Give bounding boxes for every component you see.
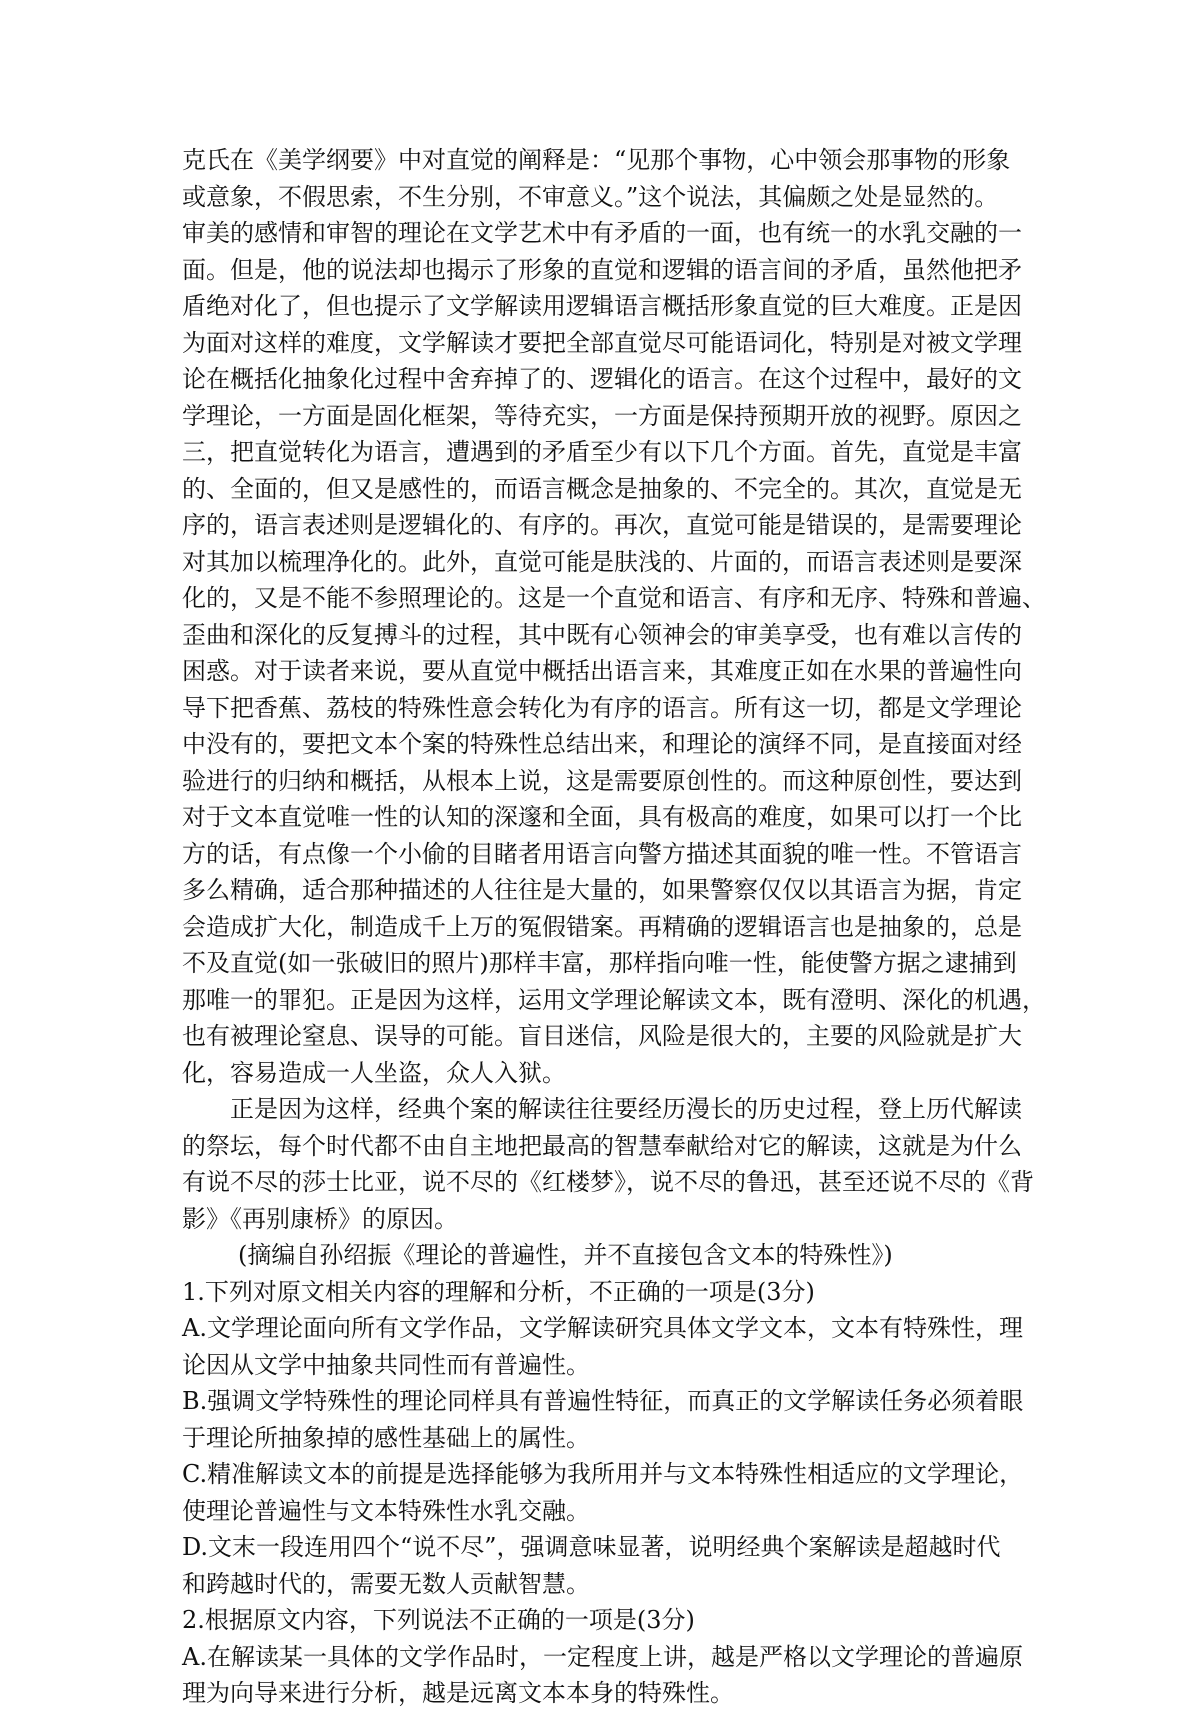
paragraph-line: 对其加以梳理净化的。此外，直觉可能是肤浅的、片面的，而语言表述则是要深 <box>182 547 1022 576</box>
option-line: 使理论普遍性与文本特殊性水乳交融。 <box>182 1496 590 1525</box>
option-line: D.文末一段连用四个“说不尽”，强调意味显著，说明经典个案解读是超越时代 <box>182 1533 1001 1561</box>
question-stem: 2.根据原文内容，下列说法不正确的一项是(3分) <box>182 1606 695 1634</box>
paragraph-line: 正是因为这样，经典个案的解读往往要经历漫长的历史过程，登上历代解读 <box>230 1095 1022 1123</box>
option-line: 和跨越时代的，需要无数人贡献智慧。 <box>182 1569 590 1598</box>
paragraph-line: 面。但是，他的说法却也揭示了形象的直觉和逻辑的语言间的矛盾，虽然他把矛 <box>182 255 1022 284</box>
paragraph-line: 化，容易造成一人坐盗，众人入狱。 <box>182 1058 566 1087</box>
paragraph-2 <box>182 1091 1034 1237</box>
question-option <box>182 1310 1023 1383</box>
paragraph-line: 歪曲和深化的反复搏斗的过程，其中既有心领神会的审美享受，也有难以言传的 <box>182 620 1022 649</box>
question-option <box>182 1529 1017 1602</box>
paragraph-line: 的、全面的，但又是感性的，而语言概念是抽象的、不完全的。其次，直觉是无 <box>182 474 1022 503</box>
paragraph-line: 化的，又是不能不参照理论的。这是一个直觉和语言、有序和无序、特殊和普遍、 <box>182 584 1046 612</box>
question-1 <box>182 1274 1024 1603</box>
questions-section <box>182 1274 1024 1712</box>
option-line: 于理论所抽象掉的感性基础上的属性。 <box>182 1423 590 1452</box>
paragraph-line: 多么精确，适合那种描述的人往往是大量的，如果警察仅仅以其语言为据，肯定 <box>182 876 1022 904</box>
paragraph-line: 序的，语言表述则是逻辑化的、有序的。再次，直觉可能是错误的，是需要理论 <box>182 511 1022 539</box>
option-line: A.在解读某一具体的文学作品时，一定程度上讲，越是严格以文学理论的普遍原 <box>182 1642 1023 1671</box>
paragraph-line: 为面对这样的难度，文学解读才要把全部直觉尽可能语词化，特别是对被文学理 <box>182 328 1022 357</box>
paragraph-line: 论在概括化抽象化过程中舍弃掉了的、逻辑化的语言。在这个过程中，最好的文 <box>182 365 1022 393</box>
paragraph-line: 的祭坛，每个时代都不由自主地把最高的智慧奉献给对它的解读，这就是为什么 <box>182 1131 1022 1160</box>
paragraph-line: 三，把直觉转化为语言，遭遇到的矛盾至少有以下几个方面。首先，直觉是丰富 <box>182 438 1022 466</box>
paragraph-1 <box>182 142 1046 1091</box>
paragraph-line: 也有被理论窒息、误导的可能。盲目迷信，风险是很大的，主要的风险就是扩大 <box>182 1022 1022 1050</box>
paragraph-line: 盾绝对化了，但也提示了文学解读用逻辑语言概括形象直觉的巨大难度。正是因 <box>182 292 1022 320</box>
option-line: 理为向导来进行分析，越是远离文本本身的特殊性。 <box>182 1679 734 1707</box>
paragraph-line: 导下把香蕉、荔枝的特殊性意会转化为有序的语言。所有这一切，都是文学理论 <box>182 693 1022 722</box>
paragraph-line: 或意象，不假思索，不生分别，不审意义。”这个说法，其偏颇之处是显然的。 <box>182 182 999 211</box>
question-option <box>182 1383 1024 1456</box>
option-line: C.精准解读文本的前提是选择能够为我所用并与文本特殊性相适应的文学理论， <box>182 1460 1024 1488</box>
source-citation: (摘编自孙绍振《理论的普遍性，并不直接包含文本的特殊性》) <box>238 1241 893 1269</box>
paragraph-line: 那唯一的罪犯。正是因为这样，运用文学理论解读文本，既有澄明、深化的机遇， <box>182 985 1046 1014</box>
paragraph-line: 影》《再别康桥》的原因。 <box>182 1204 458 1233</box>
question-option <box>182 1456 1024 1529</box>
option-line: B.强调文学特殊性的理论同样具有普遍性特征，而真正的文学解读任务必须着眼 <box>182 1387 1024 1415</box>
paragraph-line: 克氏在《美学纲要》中对直觉的阐释是：“见那个事物，心中领会那事物的形象 <box>182 146 1011 174</box>
paragraph-line: 方的话，有点像一个小偷的目睹者用语言向警方描述其面貌的唯一性。不管语言 <box>182 839 1022 868</box>
question-2 <box>182 1602 1023 1712</box>
paragraph-line: 中没有的，要把文本个案的特殊性总结出来，和理论的演绎不同，是直接面对经 <box>182 730 1022 758</box>
option-line: 论因从文学中抽象共同性而有普遍性。 <box>182 1350 590 1379</box>
question-option <box>182 1639 1023 1712</box>
paragraph-line: 审美的感情和审智的理论在文学艺术中有矛盾的一面，也有统一的水乳交融的一 <box>182 219 1022 247</box>
paragraph-line: 对于文本直觉唯一性的认知的深邃和全面，具有极高的难度，如果可以打一个比 <box>182 803 1022 831</box>
paragraph-line: 有说不尽的莎士比亚，说不尽的《红楼梦》，说不尽的鲁迅，甚至还说不尽的《背 <box>182 1168 1034 1196</box>
paragraph-line: 会造成扩大化，制造成千上万的冤假错案。再精确的逻辑语言也是抽象的，总是 <box>182 912 1022 941</box>
option-line: A.文学理论面向所有文学作品，文学解读研究具体文学文本，文本有特殊性，理 <box>182 1314 1023 1342</box>
paragraph-line: 验进行的归纳和概括，从根本上说，这是需要原创性的。而这种原创性，要达到 <box>182 766 1022 795</box>
paragraph-line: 困惑。对于读者来说，要从直觉中概括出语言来，其难度正如在水果的普遍性向 <box>182 657 1022 685</box>
paragraph-line: 学理论，一方面是固化框架，等待充实，一方面是保持预期开放的视野。原因之 <box>182 401 1022 430</box>
document-page <box>182 142 1046 1712</box>
question-stem: 1.下列对原文相关内容的理解和分析，不正确的一项是(3分) <box>182 1277 815 1306</box>
paragraph-line: 不及直觉(如一张破旧的照片)那样丰富，那样指向唯一性，能使警方据之逮捕到 <box>182 949 1017 977</box>
